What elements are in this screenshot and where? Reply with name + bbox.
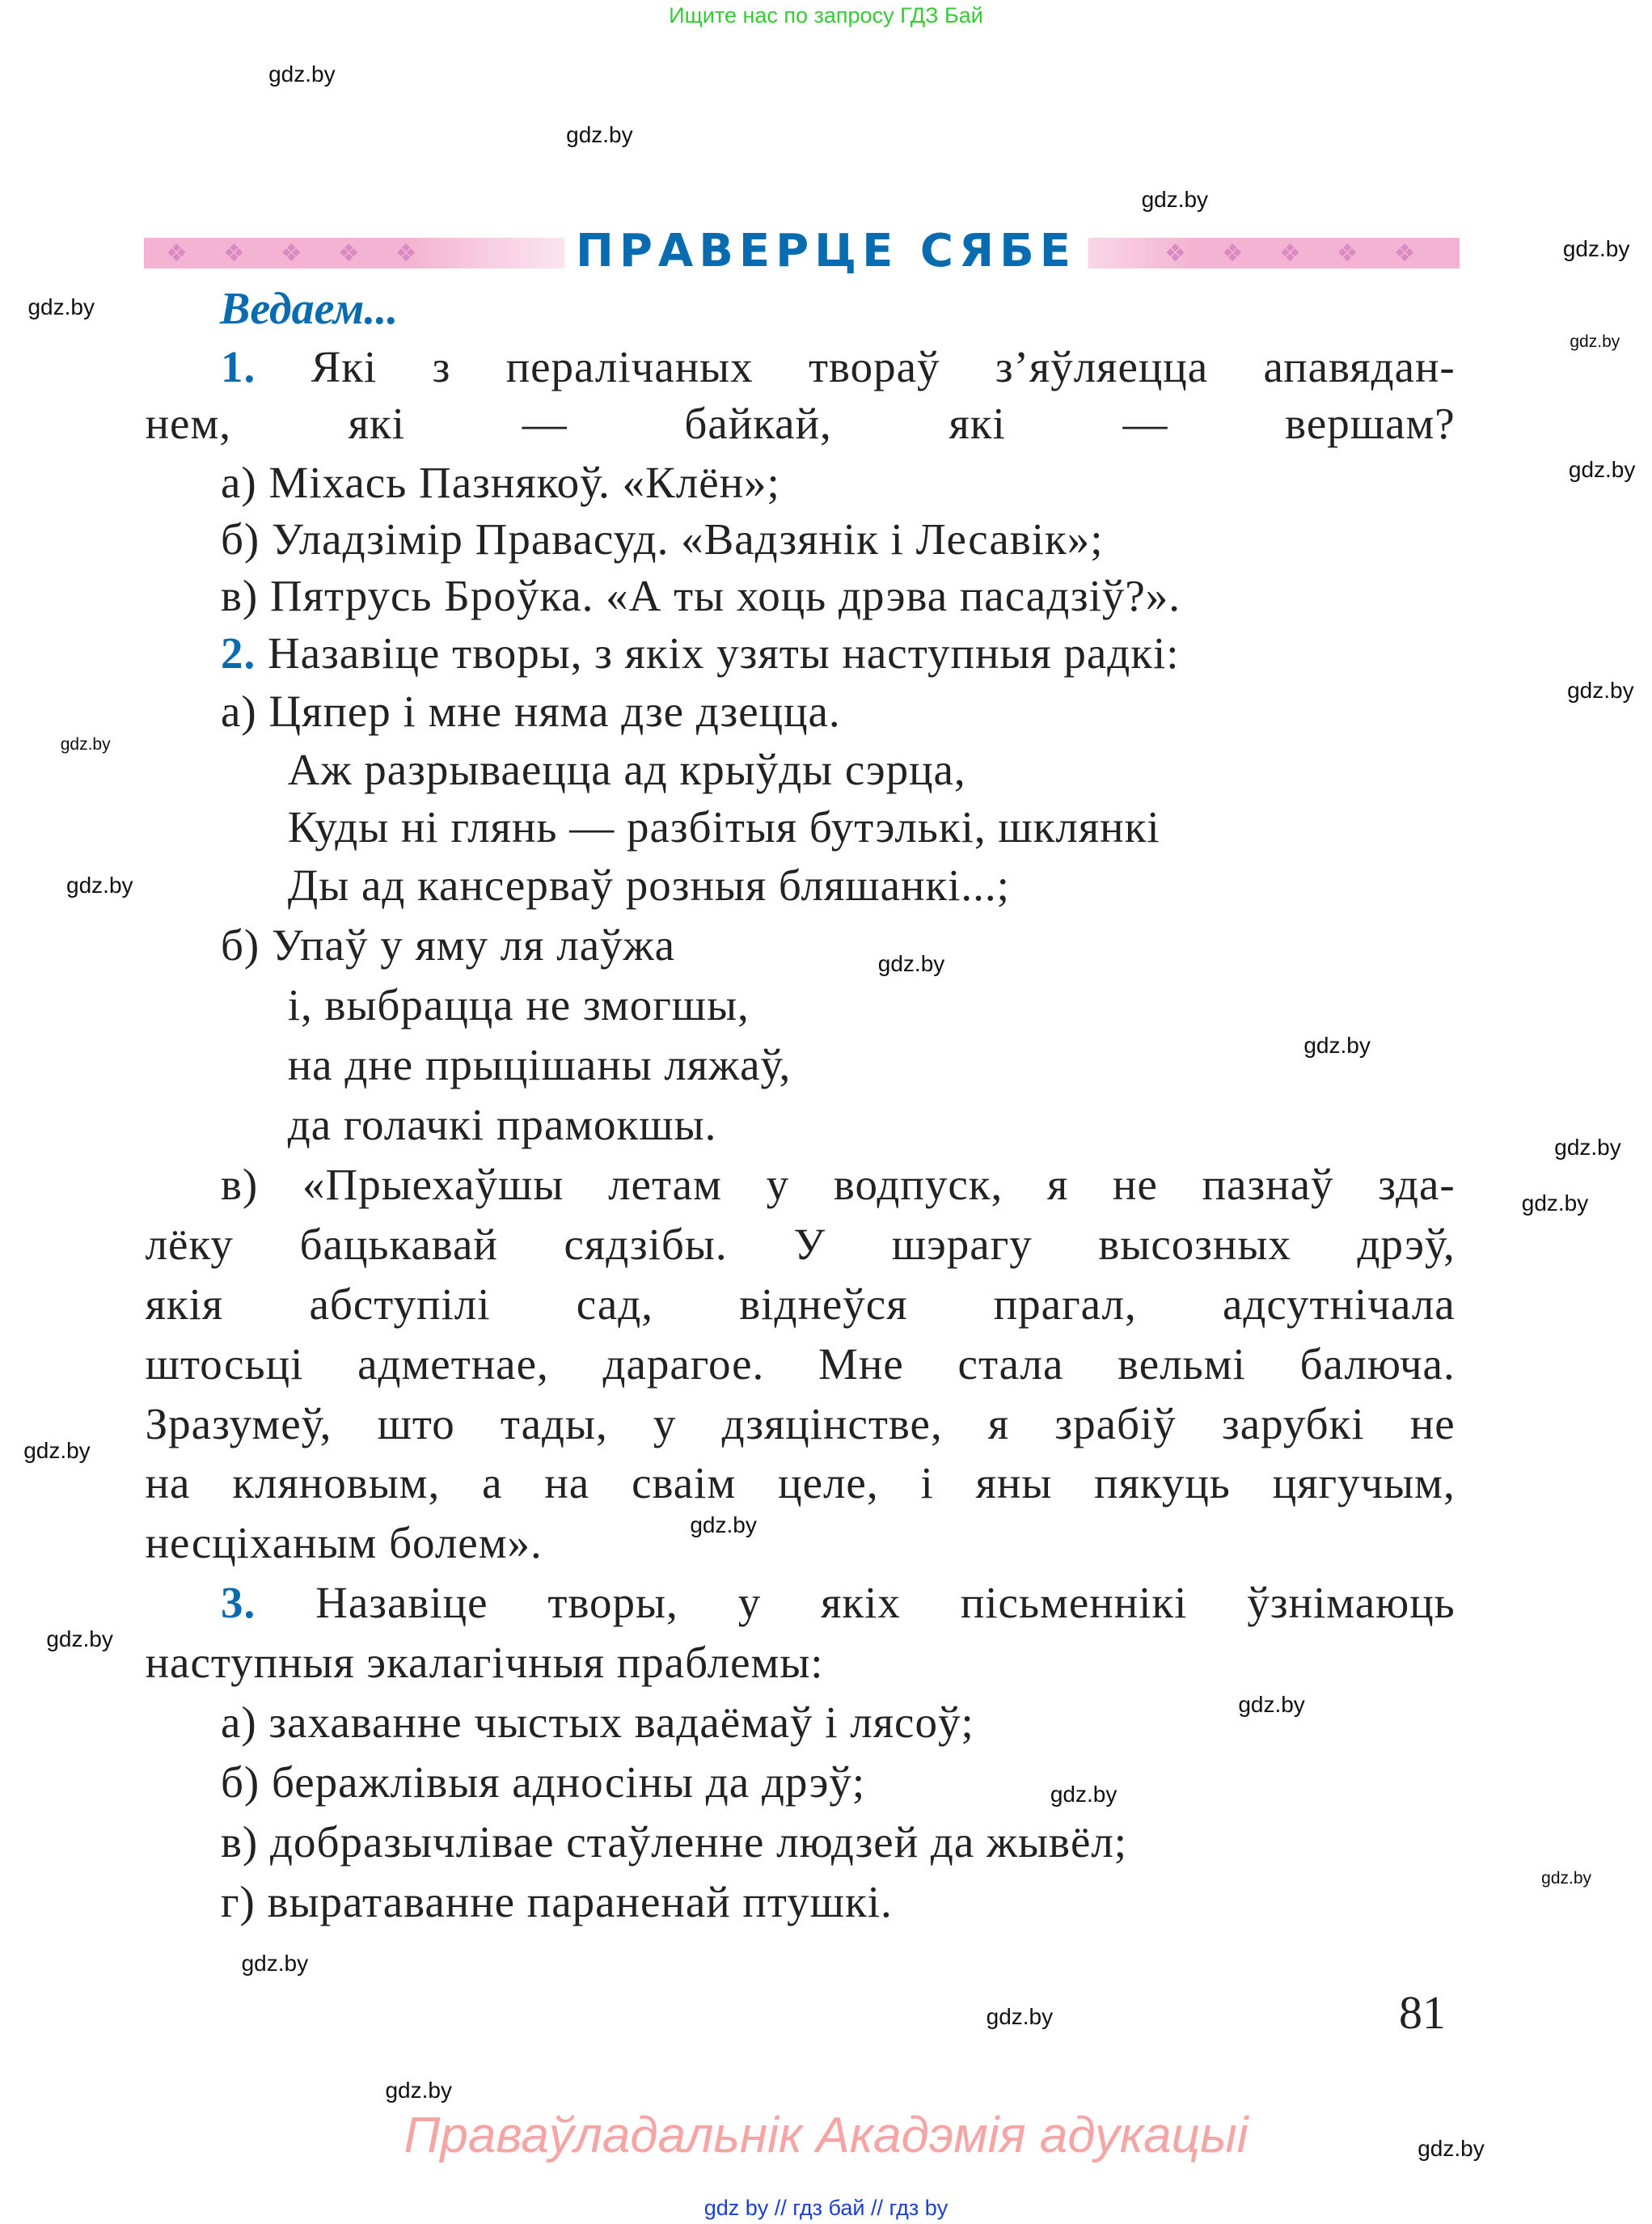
watermark: gdz.by [1141, 186, 1209, 212]
line-text: в) «Прыехаўшы летам у водпуск, я не пазнаў зда- [220, 1159, 1456, 1209]
watermark: gdz.by [60, 735, 111, 754]
text-line [221, 1159, 1456, 1210]
text-line [288, 860, 1010, 911]
line-text: б) Упаў у яму ля лаўжа [220, 920, 676, 970]
text-line [288, 801, 1160, 852]
watermark: gdz.by [1562, 236, 1630, 262]
watermark: gdz.by [23, 1438, 91, 1464]
text-line [146, 1338, 1456, 1389]
text-line [146, 1219, 1456, 1270]
watermark: gdz.by [385, 2078, 452, 2103]
line-text: лёку бацькавай сядзібы. У шэрагу высозных дрэў, [145, 1219, 1456, 1269]
text-line [221, 457, 780, 508]
watermark: gdz.by [1521, 1190, 1589, 1216]
text-line [221, 1577, 1456, 1628]
text-line [221, 1697, 974, 1748]
watermark: gdz.by [241, 1951, 309, 1977]
text-line [221, 1876, 893, 1927]
watermark: gdz.by [986, 2003, 1054, 2029]
line-text: якія абступілі сад, віднеўся прагал, адсутнічала [145, 1279, 1456, 1329]
text-line [221, 686, 841, 737]
footer-links[interactable]: gdz by // гдз бай // гдз by [703, 2196, 949, 2220]
watermark: gdz.by [27, 294, 95, 320]
task-number: 2. [220, 628, 256, 678]
task-number: 3. [220, 1578, 256, 1628]
line-text: Які з пералічаных твораў з’яўляецца апавядан- [311, 341, 1456, 391]
watermark: gdz.by [1303, 1032, 1371, 1058]
line-text: Куды ні глянь — разбітыя бутэлькі, шклянкі [287, 801, 1160, 852]
watermark: gdz.by [46, 1626, 113, 1651]
line-text: а) Міхась Пазнякоў. «Клён»; [220, 457, 780, 507]
line-text: Ды ад кансерваў розныя бляшанкі...; [287, 860, 1010, 910]
text-line [221, 1757, 865, 1808]
text-line [146, 1398, 1456, 1449]
text-line [288, 979, 750, 1030]
watermark: gdz.by [1238, 1691, 1305, 1717]
line-text: а) Цяпер і мне няма дзе дзецца. [220, 687, 841, 737]
top-search-note: Ищите нас по запросу ГДЗ Бай [669, 3, 983, 27]
task-number: 1. [220, 341, 256, 391]
watermark: gdz.by [1050, 1781, 1118, 1807]
text-line [221, 570, 1181, 621]
line-text: в) Пятрусь Броўка. «А ты хоць дрэва пасадзіў?». [220, 571, 1181, 621]
watermark: gdz.by [1567, 678, 1634, 704]
line-text: штосьці адметнае, дарагое. Мне стала вельмі балюча. [145, 1338, 1456, 1389]
watermark: gdz.by [1570, 332, 1620, 351]
text-line [288, 744, 966, 795]
line-text: Зразумеў, што тады, у дзяцінстве, я зрабіў зарубкі не [145, 1398, 1456, 1448]
line-text: і, выбрацца не змогшы, [287, 979, 750, 1030]
text-line [221, 341, 1456, 392]
watermark: gdz.by [877, 951, 945, 977]
line-text: б) Уладзімір Правасуд. «Вадзянік і Лесавік»; [220, 514, 1104, 564]
line-text: а) захаванне чыстых вадаёмаў і лясоў; [220, 1698, 974, 1748]
text-line [146, 1279, 1456, 1330]
page-number: 81 [1399, 1986, 1446, 2039]
watermark: gdz.by [1418, 2136, 1485, 2162]
line-text: нем, які — байкай, які — вершам? [145, 399, 1456, 449]
watermark: gdz.by [566, 122, 633, 148]
page-title: ПРАВЕРЦЕ СЯБЕ [564, 225, 1088, 277]
watermark: gdz.by [66, 873, 133, 898]
line-text: на дне прыцішаны ляжаў, [287, 1039, 792, 1089]
line-text: Аж разрываецца ад крыўды сэрца, [287, 745, 966, 795]
text-line [146, 1457, 1456, 1508]
watermark: gdz.by [690, 1512, 757, 1538]
line-text: наступныя экалагічныя праблемы: [145, 1638, 824, 1688]
watermark: gdz.by [1554, 1135, 1621, 1161]
text-line [288, 1039, 792, 1090]
banner-diamonds-right-icon: ❖ ❖ ❖ ❖ ❖ [1164, 239, 1416, 268]
text-line [146, 1637, 824, 1688]
copyright-notice: Праваўладальнік Акадэмія адукацыі [403, 2108, 1249, 2163]
line-text: да голачкі прамокшы. [287, 1099, 717, 1149]
line-text: б) беражлівыя адносіны да дрэў; [220, 1757, 866, 1808]
text-line [146, 1517, 543, 1568]
watermark: gdz.by [268, 61, 336, 87]
line-text: Назавіце творы, з якіх узяты наступныя радкі: [267, 628, 1180, 678]
text-line [221, 628, 1180, 679]
text-line [221, 1816, 1127, 1867]
banner-diamonds-left-icon: ❖ ❖ ❖ ❖ ❖ [166, 239, 417, 268]
line-text: несціханым болем». [145, 1518, 543, 1568]
line-text: на кляновым, а на сваім целе, і яны пякуць цягучым, [145, 1458, 1456, 1508]
watermark: gdz.by [1541, 1868, 1592, 1888]
page-title-wrap [564, 225, 1088, 277]
section-heading: Ведаем... [220, 284, 399, 334]
text-line [288, 1099, 717, 1150]
line-text: в) добразычлівае стаўленне людзей да жывёл; [220, 1817, 1128, 1867]
watermark: gdz.by [1568, 457, 1636, 483]
line-text: г) выратаванне параненай птушкі. [220, 1877, 893, 1927]
text-line [221, 920, 675, 970]
line-text: Назавіце творы, у якіх пісьменнікі ўзнімаюць [315, 1578, 1456, 1628]
text-line [221, 514, 1104, 564]
text-line [146, 398, 1456, 449]
